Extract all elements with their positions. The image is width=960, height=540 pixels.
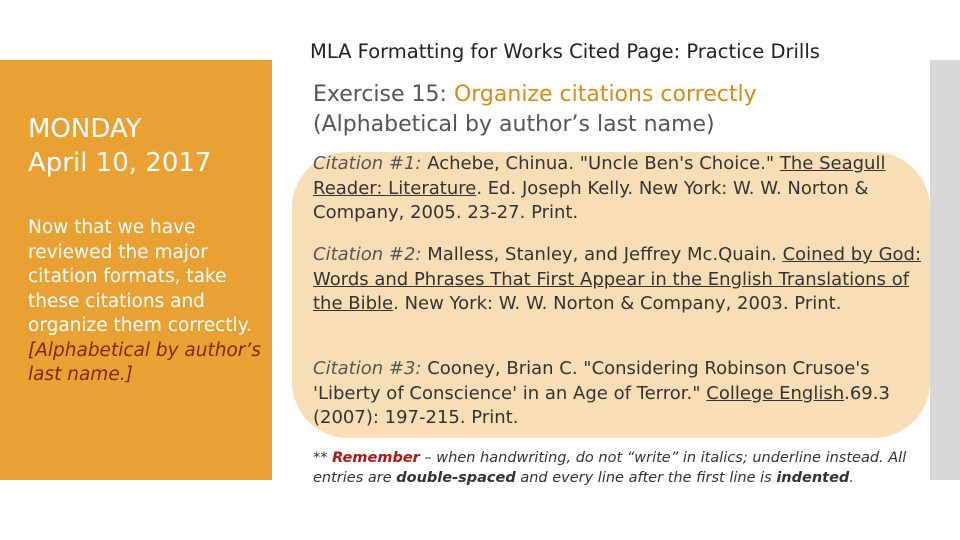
footnote-text-2: and every line after the first line is [515, 470, 777, 486]
citation-3-label: Citation #3: [313, 358, 422, 379]
footnote-remember: Remember [332, 450, 420, 466]
citation-3-details: .69.3 (2007): 197-215. Print. [313, 382, 890, 429]
date-label: April 10, 2017 [28, 148, 212, 178]
citation-2-label: Citation #2: [313, 244, 422, 265]
exercise-label: Exercise 15: [313, 82, 447, 107]
citation-1-details: . Ed. Joseph Kelly. New York: W. W. Norton & Company, 2005. 23-27. Print. [313, 177, 869, 224]
footnote-text-3: . [849, 470, 854, 486]
citation-1 [313, 152, 925, 226]
citation-3-title: College English [706, 382, 845, 404]
right-scroll-bar [930, 60, 960, 480]
footnote-text-1: – when handwriting, do not “write” in italics; underline instead. All entries are [313, 450, 907, 486]
footnote-indented: indented [776, 470, 850, 486]
citation-3-text: Cooney, Brian C. "Considering Robinson Crusoe's 'Liberty of Conscience' in an Age of Terror." [313, 358, 870, 404]
citation-1-title: The Seagull Reader: Literature [313, 153, 886, 199]
exercise-subtitle: (Alphabetical by author’s last name) [313, 112, 715, 137]
citation-1-label: Citation #1: [313, 153, 422, 174]
citation-3 [313, 357, 925, 431]
citation-2 [313, 243, 925, 317]
footnote [313, 448, 913, 488]
exercise-title: Organize citations correctly [453, 82, 757, 107]
citation-2-text: Malless, Stanley, and Jeffrey Mc.Quain. [421, 244, 783, 265]
day-label: MONDAY [28, 114, 142, 144]
footnote-double-spaced: double-spaced [396, 470, 516, 486]
instructions-note: [Alphabetical by author’s last name.] [28, 339, 261, 385]
citation-1-text: Achebe, Chinua. "Uncle Ben's Choice." [421, 153, 780, 174]
instructions-body: Now that we have reviewed the major citation formats, take these citations and organize them correctly. [28, 217, 252, 336]
citation-2-details: . New York: W. W. Norton & Company, 2003. Print. [393, 293, 842, 315]
page-title: MLA Formatting for Works Cited Page: Practice Drills [310, 40, 820, 63]
instructions-text [28, 216, 264, 388]
exercise-heading [313, 80, 913, 140]
footnote-stars: ** [313, 450, 333, 466]
citation-2-title: Coined by God: Words and Phrases That First Appear in the English Translations of the Bible [313, 244, 922, 315]
